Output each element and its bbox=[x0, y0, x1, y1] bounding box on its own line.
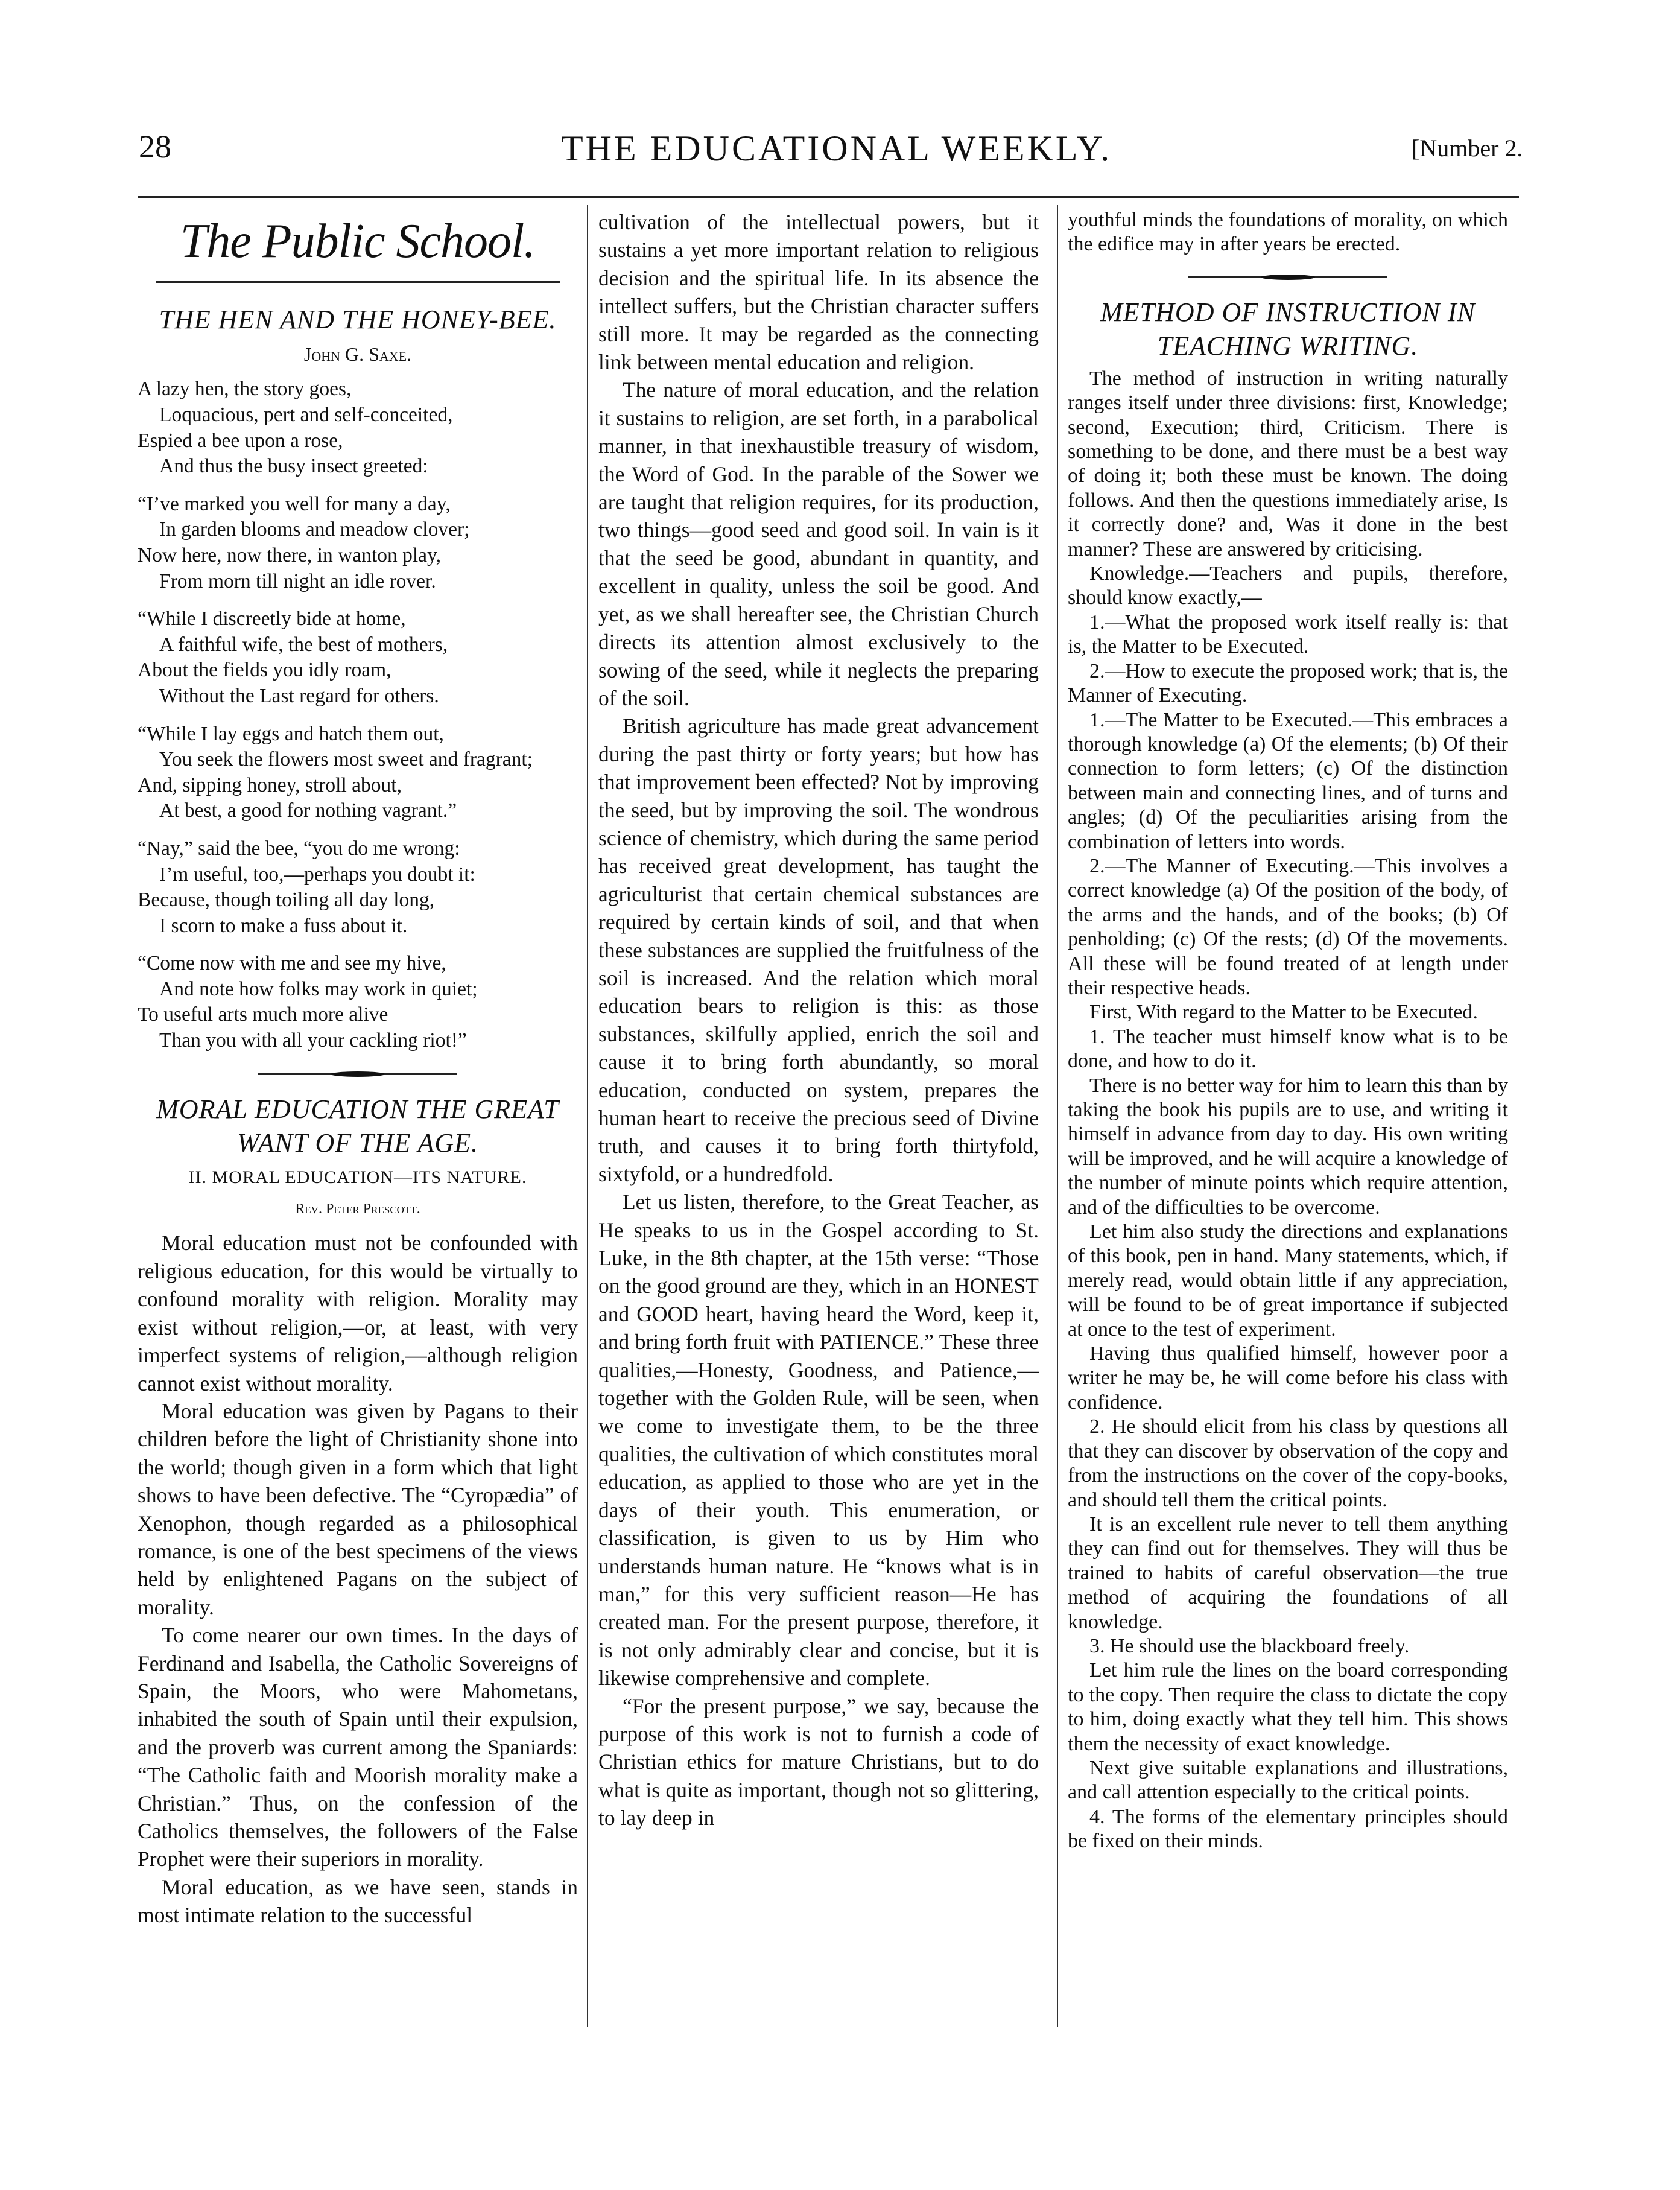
journal-title: THE EDUCATIONAL WEEKLY. bbox=[561, 129, 1112, 168]
paragraph: It is an excellent rule never to tell them anything they can find out for themselves. They will thus be trained to habits of careful observation—the true method of acquiring the foundations of all knowledge. bbox=[1068, 1512, 1508, 1633]
paragraph: The nature of moral education, and the relation it sustains to religion, are set forth, in a parabolical manner, in that inexhaustible treasury of wisdom, the Word of God. In the parable of the Sower we are taught that religion requires, for its production, two things—good seed and good soil. In vain is it that the seed be good, abundant in quantity, and excellent in quality, unless the soil be good. And yet, as we shall hereafter see, the Christian Church directs its attention almost exclusively to the sowing of the seed, while it neglects the preparing of the soil. bbox=[598, 378, 1039, 710]
article-title: METHOD OF INSTRUCTION IN TEACHING WRITING. bbox=[1100, 297, 1476, 361]
poem-line: Than you with all your cackling riot!” bbox=[159, 1029, 467, 1052]
paragraph: 2.—The Manner of Executing.—This involves a correct knowledge (a) Of the position of the body, of the arms and the hands, and of the books; (b) Of penholding; (c) Of the rests; (d) Of the movements. All these will be found treated of at length under their respective heads. bbox=[1068, 854, 1508, 999]
column-divider bbox=[1057, 205, 1058, 2027]
poem-line: A faithful wife, the best of mothers, bbox=[159, 633, 448, 656]
poem-line: Loquacious, pert and self-conceited, bbox=[159, 404, 453, 426]
section-title: The Public School. bbox=[180, 215, 536, 268]
paragraph: 4. The forms of the elementary principles should be fixed on their minds. bbox=[1068, 1805, 1508, 1853]
paragraph: youthful minds the foundations of morality, on which the edifice may in after years be erected. bbox=[1068, 209, 1508, 256]
poem-line: You seek the flowers most sweet and fragrant; bbox=[159, 748, 533, 771]
poem-line: “Come now with me and see my hive, bbox=[138, 952, 446, 975]
column-3 bbox=[1068, 208, 1508, 2036]
poem-line: To useful arts much more alive bbox=[138, 1003, 388, 1026]
paragraph: cultivation of the intellectual powers, but it sustains a yet more important relation to religious decision and the spiritual life. In its absence the intellect suffers, but the Christian character suffers still more. It may be regarded as the connecting link between mental education and religion. bbox=[598, 210, 1039, 375]
paragraph: Let him rule the lines on the board corresponding to the copy. Then require the class to dictate the copy to him, doing exactly what they tell him. This shows them the necessity of exact knowledge. bbox=[1068, 1659, 1508, 1755]
paragraph: British agriculture has made great advancement during the past thirty or forty years; but how has that improvement been effected? Not by improving the seed, but by improving the soil. The wondrous science of chemistry, which during the same period has received great development, has taught the agriculturist that certain chemical substances are required by certain kinds of soil, and that when these substances are supplied the fruitfulness of the soil is increased. And the relation which moral education bears to religion is this: as those substances, skilfully applied, enrich the soil and cause it to bring forth abundantly, so moral education, conducted on system, prepares the human heart to receive the precious seed of Divine truth, and causes it to bring forth thirtyfold, sixtyfold, or a hundredfold. bbox=[598, 714, 1039, 1186]
poem-line: Now here, now there, in wanton play, bbox=[138, 544, 441, 567]
column-divider bbox=[587, 205, 588, 2027]
poem-line: From morn till night an idle rover. bbox=[159, 570, 436, 592]
paragraph: Having thus qualified himself, however poor a writer he may be, he will come before his class with confidence. bbox=[1068, 1342, 1508, 1414]
poem-stanza bbox=[138, 492, 578, 594]
paragraph: Let him also study the directions and explanations of this book, pen in hand. Many statements, which, if merely read, would obtain little if any appreciation, will be found to be of great importance if subjected at once to the test of experiment. bbox=[1068, 1220, 1508, 1341]
ornamental-divider bbox=[1188, 271, 1387, 284]
poem-stanza bbox=[138, 836, 578, 939]
poem-stanza bbox=[138, 376, 578, 479]
poem-line: At best, a good for nothing vagrant.” bbox=[159, 799, 457, 822]
header-rule bbox=[138, 196, 1519, 198]
paragraph: Let us listen, therefore, to the Great Teacher, as He speaks to us in the Gospel according to St. Luke, in the 8th chapter, at the 15th verse: “Those on the good ground are they, which in an HONEST and GOOD heart, having heard the Word, keep it, and bring forth fruit with PATIENCE.” These three qualities,—Honesty, Goodness, and Patience,—together with the Golden Rule, will be seen, when we come to investigate them, to be the three qualities, the cultivation of which constitutes moral education, as applied to those who are yet in the days of their youth. This enumeration, or classification, is given to us by Him who understands human nature. He “knows what is in man,” for this very sufficient reason—He has created man. For the present purpose, therefore, it is not only admirably clear and concise, but it is likewise comprehensive and complete. bbox=[598, 1190, 1039, 1690]
paragraph: First, With regard to the Matter to be Executed. bbox=[1089, 1001, 1478, 1024]
poem-title: THE HEN AND THE HONEY-BEE. bbox=[159, 305, 557, 334]
page-number: 28 bbox=[139, 129, 171, 165]
paragraph: Moral education was given by Pagans to their children before the light of Christianity shone into the world; though given in a form which that light shows to have been defective. The “Cyropædia” of Xenophon, though regarded as a philosophical romance, is one of the best specimens of the views held by enlightened Pagans on the subject of morality. bbox=[138, 1398, 578, 1619]
paragraph: Moral education must not be confounded with religious education, for this would be virtually to confound morality with religion. Morality may exist without religion,—or, at least, with very imperfect systems of religion,—although religion cannot exist without morality. bbox=[138, 1231, 578, 1395]
paragraph: Next give suitable explanations and illustrations, and call attention especially to the critical points. bbox=[1068, 1756, 1508, 1804]
ornamental-divider bbox=[258, 1068, 457, 1081]
paragraph: 1.—What the proposed work itself really is: that is, the Matter to be Executed. bbox=[1068, 611, 1508, 658]
poem-line: And note how folks may work in quiet; bbox=[159, 977, 478, 1000]
paragraph: 1.—The Matter to be Executed.—This embraces a thorough knowledge (a) Of the elements; (b) Of their connection to form letters; (c) Of the distinction between main and connecting lines, and of turns and angles; (d) Of the peculiarities arising from the combination of letters into words. bbox=[1068, 708, 1508, 853]
poem-line: “I’ve marked you well for many a day, bbox=[138, 492, 451, 515]
paragraph: The method of instruction in writing naturally ranges itself under three divisions: first, Knowledge; second, Execution; third, Criticism. There is something to be done, and there must be a best way of doing it; both these must be known. The doing follows. And then the questions immediately arise, Is it correctly done? and, Was it done in the best manner? These are answered by criticising. bbox=[1068, 367, 1508, 560]
paragraph: 2.—How to execute the proposed work; that is, the Manner of Executing. bbox=[1068, 659, 1508, 707]
paragraph: 1. The teacher must himself know what is to be done, and how to do it. bbox=[1068, 1025, 1508, 1073]
poem-line: About the fields you idly roam, bbox=[138, 659, 391, 682]
paragraph: 2. He should elicit from his class by questions all that they can discover by observation of the copy and from the instructions on the cover of the copy-books, and should tell them the critical points. bbox=[1068, 1415, 1508, 1511]
paragraph: To come nearer our own times. In the days of Ferdinand and Isabella, the Catholic Sovereigns of Spain, the Moors, who were Mahometans, inhabited the south of Spain until their expulsion, and the proverb was current among the Spaniards: “The Catholic faith and Moorish morality make a Christian.” Thus, on the confession of the Catholics themselves, the followers of the False Prophet were their superiors in morality. bbox=[138, 1623, 578, 1871]
column-1 bbox=[138, 205, 578, 2036]
article-title: MORAL EDUCATION THE GREAT WANT OF THE AGE. bbox=[156, 1094, 559, 1158]
poem-line: In garden blooms and meadow clover; bbox=[159, 518, 470, 541]
poem-line: And thus the busy insect greeted: bbox=[159, 455, 428, 478]
article-body bbox=[1068, 367, 1508, 1854]
poem-line: “While I discreetly bide at home, bbox=[138, 608, 406, 630]
poem-line: I scorn to make a fuss about it. bbox=[159, 914, 408, 937]
paragraph: “For the present purpose,” we say, because the purpose of this work is not to furnish a code of Christian ethics for mature Christians, but to do what is quite as important, though not so glittering, to lay deep in bbox=[598, 1693, 1039, 1830]
article-author: Rev. Peter Prescott. bbox=[295, 1201, 420, 1217]
column-2 bbox=[598, 208, 1039, 2036]
poem-line: And, sipping honey, stroll about, bbox=[138, 773, 402, 796]
article-subtitle: II. MORAL EDUCATION—ITS NATURE. bbox=[188, 1167, 527, 1187]
poem-line: A lazy hen, the story goes, bbox=[138, 378, 352, 401]
paragraph: There is no better way for him to learn this than by taking the book his pupils are to use, and writing it himself in advance from day to day. His own writing will be improved, and he will acquire a knowledge of the number of minute points which require attention, and of the difficulties to be overcome. bbox=[1068, 1074, 1508, 1219]
poem-line: “While I lay eggs and hatch them out, bbox=[138, 722, 444, 745]
section-rule bbox=[156, 281, 560, 287]
paragraph: 3. He should use the blackboard freely. bbox=[1089, 1634, 1410, 1657]
poem-stanza bbox=[138, 951, 578, 1053]
poem-author: John G. Saxe. bbox=[303, 343, 412, 365]
poem-body bbox=[138, 376, 578, 1053]
poem-line: Without the Last regard for others. bbox=[159, 684, 439, 707]
poem-line: Espied a bee upon a rose, bbox=[138, 429, 343, 452]
paragraph: Moral education, as we have seen, stands in most intimate relation to the successful bbox=[138, 1874, 578, 1928]
issue-number: [Number 2. bbox=[1412, 135, 1523, 162]
poem-line: Because, though toiling all day long, bbox=[138, 889, 435, 912]
poem-stanza bbox=[138, 722, 578, 824]
poem-line: I’m useful, too,—perhaps you doubt it: bbox=[159, 863, 475, 886]
paragraph: Knowledge.—Teachers and pupils, therefore, should know exactly,— bbox=[1068, 562, 1508, 609]
poem-line: “Nay,” said the bee, “you do me wrong: bbox=[138, 837, 460, 860]
poem-stanza bbox=[138, 606, 578, 709]
page-header bbox=[139, 128, 1574, 170]
